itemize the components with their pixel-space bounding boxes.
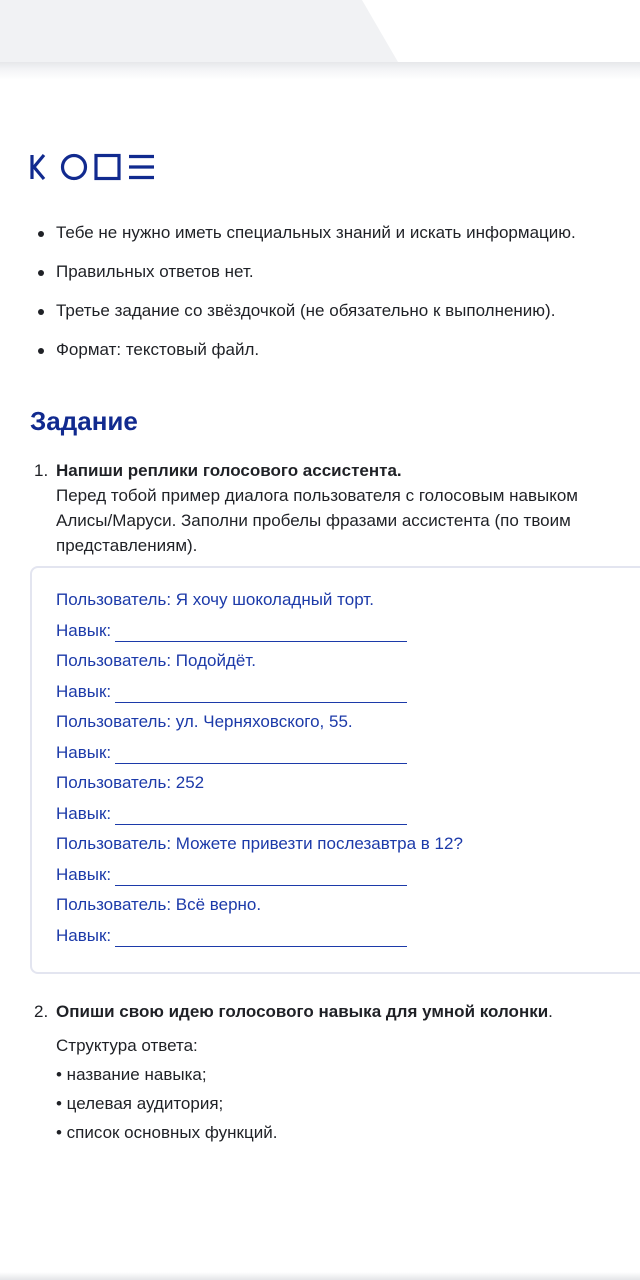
answer-blank[interactable]	[115, 945, 407, 947]
task-2-text	[56, 999, 640, 1024]
skill-line	[56, 742, 407, 764]
user-line: Пользователь: Можете привезти послезавтра в 12?	[56, 834, 463, 853]
structure-item: • целевая аудитория;	[56, 1094, 224, 1113]
user-line: Пользователь: Всё верно.	[56, 895, 262, 914]
task-1-text	[56, 458, 640, 558]
task-1-description: Перед тобой пример диалога пользователя с голосовым навыком	[56, 486, 578, 505]
bottom-edge	[0, 1272, 640, 1280]
user-line: Пользователь: Подойдёт.	[56, 651, 256, 670]
answer-blank[interactable]	[115, 823, 407, 825]
answer-blank[interactable]	[115, 701, 407, 703]
answer-blank[interactable]	[115, 762, 407, 764]
structure-item: • список основных функций.	[56, 1123, 278, 1142]
structure-label: Структура ответа:	[56, 1036, 198, 1055]
skill-line	[56, 620, 407, 642]
task-1-number: 1.	[34, 461, 49, 480]
skill-label: Навык:	[56, 743, 112, 762]
task-1-description: представлениям).	[56, 536, 198, 555]
task-2-number: 2.	[34, 1002, 49, 1021]
skill-label: Навык:	[56, 621, 112, 640]
answer-blank[interactable]	[115, 640, 407, 642]
skill-label: Навык:	[56, 926, 112, 945]
skill-label: Навык:	[56, 865, 112, 884]
task-1-description: Алисы/Маруси. Заполни пробелы фразами ассистента (по твоим	[56, 511, 571, 530]
structure-item: • название навыка;	[56, 1065, 207, 1084]
document-page	[0, 80, 640, 1272]
skill-label: Навык:	[56, 682, 112, 701]
intro-item: Формат: текстовый файл.	[38, 339, 640, 361]
tab-shape	[0, 0, 640, 62]
top-divider	[0, 62, 640, 80]
user-line: Пользователь: 252	[56, 773, 205, 792]
answer-blank[interactable]	[115, 884, 407, 886]
task-2-title-end: .	[548, 1002, 553, 1021]
skill-line	[56, 681, 407, 703]
skill-line	[56, 925, 407, 947]
kode-logo-icon	[30, 153, 156, 181]
task-2-title: Опиши свою идею голосового навыка для умной колонки	[56, 1002, 549, 1021]
intro-item: Третье задание со звёздочкой (не обязательно к выполнению).	[38, 300, 640, 322]
intro-list	[38, 222, 640, 378]
task-1-title: Напиши реплики голосового ассистента.	[56, 461, 402, 480]
skill-line	[56, 864, 407, 886]
user-line: Пользователь: ул. Черняховского, 55.	[56, 712, 353, 731]
skill-line	[56, 803, 407, 825]
intro-item: Правильных ответов нет.	[38, 261, 640, 283]
user-line: Пользователь: Я хочу шоколадный торт.	[56, 590, 374, 609]
section-title: Задание	[30, 406, 138, 436]
skill-label: Навык:	[56, 804, 112, 823]
browser-top-strip	[0, 0, 640, 62]
intro-item: Тебе не нужно иметь специальных знаний и искать информацию.	[38, 222, 640, 244]
